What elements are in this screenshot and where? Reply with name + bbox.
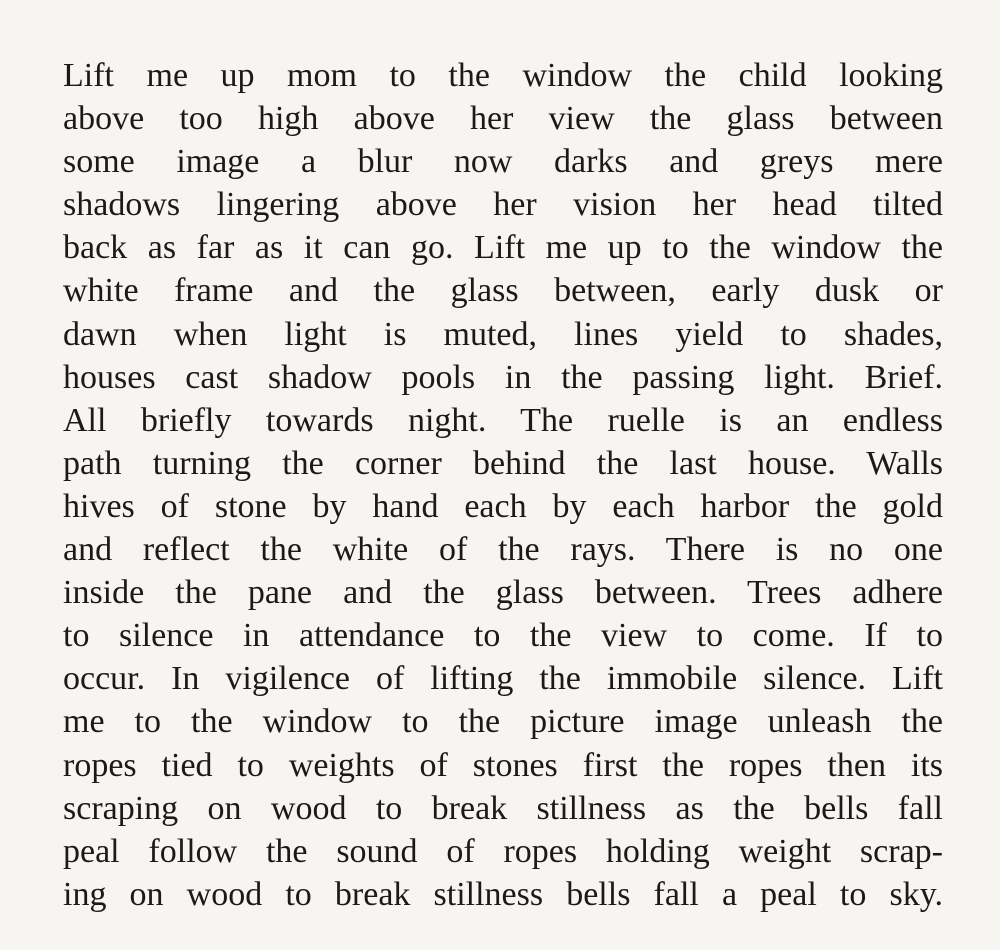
poem-line-8: houses cast shadow pools in the passing light. Brief. xyxy=(63,358,943,396)
poem-line-6: white frame and the glass between, early dusk or xyxy=(63,272,943,310)
poem-line-14: to silence in attendance to the view to come. If to xyxy=(63,617,943,655)
poem-line-12: and reflect the white of the rays. There is no one xyxy=(63,531,943,569)
poem-line-17: ropes tied to weights of stones first the ropes then its xyxy=(63,746,943,784)
poem-line-1: Lift me up mom to the window the child looking xyxy=(63,57,943,94)
poem-line-5: back as far as it can go. Lift me up to the window the xyxy=(63,229,943,267)
poem-line-15: occur. In vigilence of lifting the immobile silence. Lift xyxy=(63,660,943,698)
poem-line-9: All briefly towards night. The ruelle is an endless xyxy=(63,401,943,439)
poem-line-10: path turning the corner behind the last house. Walls xyxy=(63,444,943,482)
poem-line-16: me to the window to the picture image unleash the xyxy=(63,703,943,741)
poem-line-13: inside the pane and the glass between. Trees adhere xyxy=(63,574,943,612)
poem-line-4: shadows lingering above her vision her head tilted xyxy=(63,186,943,224)
poem-text-block xyxy=(63,54,943,916)
poem-line-7: dawn when light is muted, lines yield to shades, xyxy=(63,315,943,353)
poem-line-20: ing on wood to break stillness bells fall a peal to sky. xyxy=(63,875,943,913)
poem-line-3: some image a blur now darks and greys mere xyxy=(63,143,943,181)
poem-line-18: scraping on wood to break stillness as the bells fall xyxy=(63,789,943,827)
poem-line-19: peal follow the sound of ropes holding weight scrap- xyxy=(63,832,943,870)
poem-line-11: hives of stone by hand each by each harbor the gold xyxy=(63,487,943,525)
poem-line-2: above too high above her view the glass between xyxy=(63,100,943,138)
